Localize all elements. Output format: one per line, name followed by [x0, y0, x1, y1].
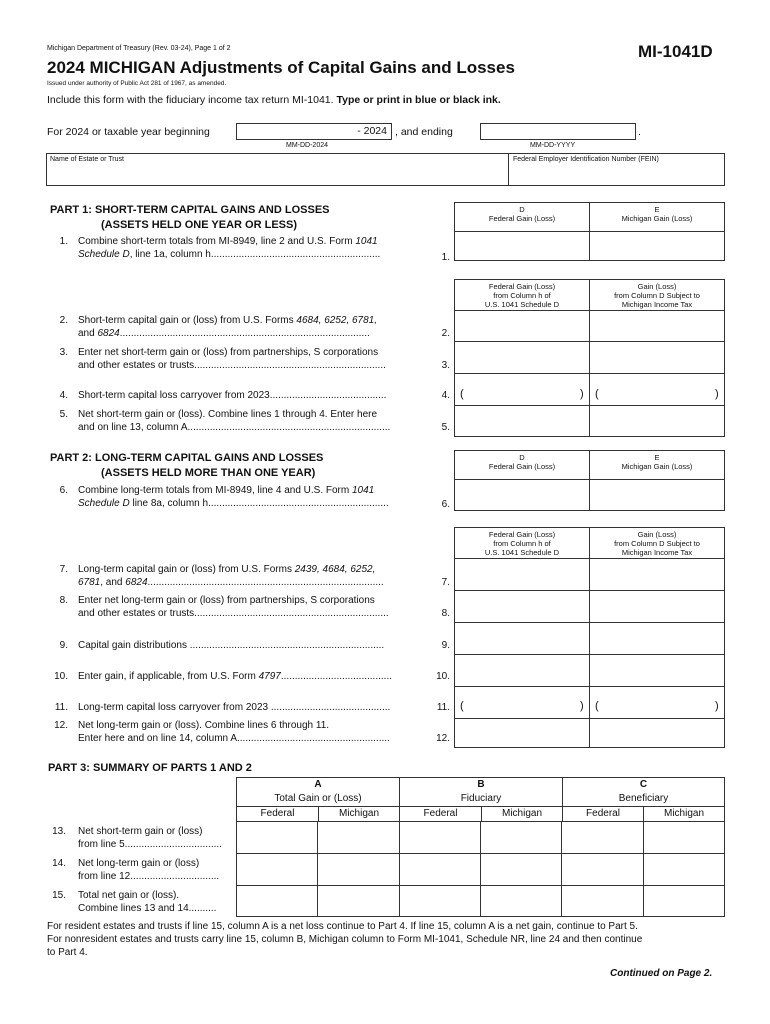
- line9-text: Capital gain distributions ......................................................................: [78, 640, 385, 651]
- line3-col-d-input[interactable]: [454, 341, 590, 374]
- group-c-letter: C: [639, 779, 648, 790]
- line10-description: [78, 671, 423, 684]
- part1-col-e-label: Michigan Gain (Loss): [621, 214, 693, 223]
- line-ref: 6.: [441, 499, 450, 510]
- line11-text: Long-term capital loss carryover from 2023 ...........................................: [78, 702, 391, 713]
- line13-text: Net short-term gain or (loss): [78, 826, 203, 837]
- sub-d-line: Federal Gain (Loss): [488, 282, 556, 291]
- line14-a-federal-input[interactable]: [237, 854, 318, 886]
- line-ref: 1.: [441, 252, 450, 263]
- line3-col-e-input[interactable]: [589, 341, 725, 374]
- part1-title: PART 1: SHORT-TERM CAPITAL GAINS AND LOSSES: [50, 204, 330, 216]
- line12-col-d-input[interactable]: [454, 718, 590, 748]
- paren-close: ): [715, 700, 719, 712]
- form-id: MI-1041D: [638, 42, 713, 61]
- line3-text: Enter net short-term gain or (loss) from partnerships, S corporations: [78, 347, 379, 358]
- part2-title: PART 2: LONG-TERM CAPITAL GAINS AND LOSSES: [50, 452, 324, 464]
- line13-b-federal-input[interactable]: [399, 822, 480, 854]
- line9-col-d-input[interactable]: [454, 622, 590, 655]
- subcol-federal: Federal: [562, 806, 644, 822]
- line12-text2: Enter here and on line 14, column A.......................................................: [78, 732, 390, 744]
- line15-description: [78, 890, 236, 915]
- sub-e-line: Michigan Income Tax: [621, 548, 693, 557]
- taxyear-label: For 2024 or taxable year beginning: [47, 126, 210, 138]
- department-revision: Michigan Department of Treasury (Rev. 03-24), Page 1 of 2: [47, 45, 231, 52]
- subcol-federal: Federal: [399, 806, 482, 822]
- line-number: 8.: [59, 595, 68, 606]
- line5-text: Net short-term gain or (loss). Combine lines 1 through 4. Enter here: [78, 409, 378, 420]
- sub-e-line: Gain (Loss): [637, 282, 677, 291]
- line14-description: [78, 858, 236, 883]
- line-ref: 8.: [441, 608, 450, 619]
- part1-subtitle: (ASSETS HELD ONE YEAR OR LESS): [101, 219, 297, 231]
- line15-b-federal-input[interactable]: [399, 886, 480, 917]
- line9-description: [78, 640, 423, 653]
- line14-c-federal-input[interactable]: [562, 854, 643, 886]
- sub-d-line: from Column h of: [493, 291, 551, 300]
- part2-subtitle: (ASSETS HELD MORE THAN ONE YEAR): [101, 467, 316, 479]
- part1-col-e-letter: E: [654, 205, 660, 214]
- taxyear-begin-hint: MM-DD-2024: [286, 142, 329, 149]
- part2-col-d-letter: D: [519, 453, 525, 462]
- line13-b-michigan-input[interactable]: [480, 822, 561, 854]
- line10-dots: ........................................: [280, 671, 393, 682]
- line4-text: Short-term capital loss carryover from 2023..........................................: [78, 390, 387, 401]
- line15-a-michigan-input[interactable]: [318, 886, 399, 917]
- group-b-label: Fiduciary: [460, 793, 502, 804]
- sub-e-line: from Column D Subject to: [614, 291, 700, 300]
- line-ref: 7.: [441, 577, 450, 588]
- paren-open: (: [595, 388, 599, 400]
- footer-note-nonresident: For nonresident estates and trusts carry line 15, column B, Michigan column to Form MI-1041, Schedule NR, line 24 and then continue: [47, 934, 643, 945]
- line2-text: Short-term capital gain or (loss) from U.S. Forms: [78, 315, 297, 326]
- sub-e-line: from Column D Subject to: [614, 539, 700, 548]
- line6-description: [78, 485, 423, 510]
- estate-name-field[interactable]: [46, 153, 509, 186]
- paren-open: (: [460, 700, 464, 712]
- line1-text2: , line 1a, column h.............................................................: [129, 248, 381, 260]
- paren-close: ): [580, 388, 584, 400]
- line6-schedule: Schedule D: [78, 497, 130, 509]
- sub-e-line: Michigan Income Tax: [621, 300, 693, 309]
- taxyear-period: .: [638, 126, 641, 138]
- line2-form: 6824: [97, 327, 120, 339]
- line-ref: 11.: [436, 702, 450, 713]
- line6-form: 1041: [352, 485, 375, 496]
- sub-d-line: U.S. 1041 Schedule D: [484, 300, 560, 309]
- part2-sub-e-header: [589, 527, 725, 559]
- include-text: Include this form with the fiduciary income tax return MI-1041.: [47, 94, 334, 106]
- line5-text2: and on line 13, column A.........................................................................: [78, 421, 391, 433]
- group-b-letter: B: [477, 779, 485, 790]
- footer-note-resident: For resident estates and trusts if line 15, column A is a net loss continue to Part 4. If line 15, column A is a net gain, continue to Part 5.: [47, 921, 638, 932]
- line3-text2: and other estates or trusts.....................................................................: [78, 359, 386, 371]
- line-number: 11.: [54, 702, 68, 713]
- sub-e-line: Gain (Loss): [637, 530, 677, 539]
- line-number: 6.: [59, 485, 68, 496]
- line15-b-michigan-input[interactable]: [480, 886, 561, 917]
- line7-text: Long-term capital gain or (loss) from U.S. Forms: [78, 564, 295, 575]
- ink-instruction: Type or print in blue or black ink.: [336, 94, 501, 106]
- line6-text: Combine long-term totals from MI-8949, line 4 and U.S. Form: [78, 485, 352, 496]
- part3-group-b-header: [399, 777, 563, 807]
- paren-close: ): [580, 700, 584, 712]
- line7-description: [78, 564, 423, 589]
- subcol-federal: Federal: [236, 806, 319, 822]
- line-number: 7.: [59, 564, 68, 575]
- line13-c-federal-input[interactable]: [562, 822, 643, 854]
- estate-name-label: Name of Estate or Trust: [50, 156, 124, 163]
- paren-open: (: [595, 700, 599, 712]
- group-c-label: Beneficiary: [618, 793, 669, 804]
- line13-a-michigan-input[interactable]: [318, 822, 399, 854]
- line4-col-d-input[interactable]: [454, 373, 590, 406]
- subcol-michigan: Michigan: [481, 806, 563, 822]
- part3-group-a-header: [236, 777, 400, 807]
- line6-col-d-input[interactable]: [454, 479, 590, 511]
- part2-col-d-label: Federal Gain (Loss): [488, 462, 556, 471]
- footer-instructions: [47, 920, 737, 959]
- line5-col-d-input[interactable]: [454, 405, 590, 437]
- line-number: 14.: [52, 858, 66, 869]
- line7-forms: 2439, 4684, 6252,: [294, 564, 376, 575]
- line-ref: 4.: [441, 390, 450, 401]
- line12-description: [78, 720, 423, 745]
- paren-open: (: [460, 388, 464, 400]
- line10-text: Enter gain, if applicable, from U.S. Form: [78, 671, 259, 682]
- line13-text2: from line 5...................................: [78, 838, 222, 850]
- line-number: 15.: [52, 890, 66, 901]
- line1-form-ref: 1041: [355, 236, 378, 247]
- line-number: 5.: [59, 409, 68, 420]
- line-number: 12.: [54, 720, 68, 731]
- line-number: 13.: [52, 826, 66, 837]
- and-ending-label: , and ending: [395, 126, 453, 138]
- line8-text2: and other estates or trusts......................................................................: [78, 607, 389, 619]
- line15-c-federal-input[interactable]: [562, 886, 643, 917]
- fein-label: Federal Employer Identification Number (FEIN): [513, 156, 659, 163]
- taxyear-end-hint: MM-DD-YYYY: [530, 142, 576, 149]
- line-number: 10.: [54, 671, 68, 682]
- line-number: 9.: [59, 640, 68, 651]
- line13-a-federal-input[interactable]: [237, 822, 318, 854]
- part3-title: PART 3: SUMMARY OF PARTS 1 AND 2: [48, 762, 252, 774]
- part3-summary-grid: [236, 821, 725, 917]
- line9-col-e-input[interactable]: [589, 622, 725, 655]
- line15-c-michigan-input[interactable]: [643, 886, 724, 917]
- line-number: 3.: [59, 347, 68, 358]
- line14-c-michigan-input[interactable]: [643, 854, 724, 886]
- sub-d-line: from Column h of: [493, 539, 551, 548]
- sub-d-line: U.S. 1041 Schedule D: [484, 548, 560, 557]
- part1-col-d-label: Federal Gain (Loss): [488, 214, 556, 223]
- line7-col-d-input[interactable]: [454, 558, 590, 591]
- part1-sub-e-header: [589, 279, 725, 311]
- line1-col-d-input[interactable]: [454, 231, 590, 261]
- part2-col-e-letter: E: [654, 453, 660, 462]
- line13-description: [78, 826, 236, 851]
- sub-d-line: Federal Gain (Loss): [488, 530, 556, 539]
- line-number: 1.: [59, 236, 68, 247]
- line-ref: 9.: [441, 640, 450, 651]
- line10-col-e-input[interactable]: [589, 654, 725, 687]
- line1-description: [78, 236, 423, 261]
- line10-form: 4797: [258, 671, 281, 682]
- line13-c-michigan-input[interactable]: [643, 822, 724, 854]
- line-number: 4.: [59, 390, 68, 401]
- line11-col-d-input[interactable]: [454, 686, 590, 719]
- part1-col-e-header: [589, 202, 725, 232]
- form-title: 2024 MICHIGAN Adjustments of Capital Gains and Losses: [47, 58, 515, 77]
- line15-text: Total net gain or (loss).: [78, 890, 180, 901]
- line2-forms: 4684, 6252, 6781,: [296, 315, 378, 326]
- line14-a-michigan-input[interactable]: [318, 854, 399, 886]
- subcol-michigan: Michigan: [318, 806, 400, 822]
- line2-dots: ..........................................................................................: [119, 327, 370, 339]
- continued-on-page-2: Continued on Page 2.: [610, 968, 713, 979]
- line7-col-e-input[interactable]: [589, 558, 725, 591]
- taxyear-end-field[interactable]: [480, 123, 636, 140]
- line5-description: [78, 409, 423, 434]
- line5-col-e-input[interactable]: [589, 405, 725, 437]
- line8-col-e-input[interactable]: [589, 590, 725, 623]
- part2-col-e-header: [589, 450, 725, 480]
- include-instructions: [47, 94, 501, 106]
- subcol-michigan: Michigan: [643, 806, 725, 822]
- line1-text: Combine short-term totals from MI-8949, line 2 and U.S. Form: [78, 236, 356, 247]
- line4-col-e-input[interactable]: [589, 373, 725, 406]
- line8-description: [78, 595, 423, 620]
- line-ref: 5.: [441, 422, 450, 433]
- line11-col-e-input[interactable]: [589, 686, 725, 719]
- line4-description: [78, 390, 423, 403]
- part3-group-c-header: [562, 777, 725, 807]
- paren-close: ): [715, 388, 719, 400]
- line15-a-federal-input[interactable]: [237, 886, 318, 917]
- line3-description: [78, 347, 423, 372]
- line2-col-e-input[interactable]: [589, 310, 725, 342]
- fein-field[interactable]: [508, 153, 725, 186]
- line15-text2: Combine lines 13 and 14..........: [78, 902, 217, 914]
- line2-col-d-input[interactable]: [454, 310, 590, 342]
- line-ref: 12.: [436, 733, 450, 744]
- part1-col-d-letter: D: [519, 205, 525, 214]
- footer-note-continue: to Part 4.: [47, 947, 88, 958]
- line-ref: 10.: [436, 671, 450, 682]
- line7-form-a: 6781: [78, 576, 101, 588]
- line-number: 2.: [59, 315, 68, 326]
- part1-sub-d-header: [454, 279, 590, 311]
- line14-b-federal-input[interactable]: [399, 854, 480, 886]
- line7-and: , and: [100, 576, 126, 588]
- taxyear-begin-value: - 2024: [357, 125, 387, 137]
- line7-dots: .....................................................................................: [147, 576, 384, 588]
- line11-description: [78, 702, 423, 715]
- authority-note: Issued under authority of Public Act 281 of 1967, as amended.: [47, 80, 227, 87]
- part2-col-e-label: Michigan Gain (Loss): [621, 462, 693, 471]
- group-a-label: Total Gain or (Loss): [274, 793, 362, 804]
- line12-col-e-input[interactable]: [589, 718, 725, 748]
- line10-col-d-input[interactable]: [454, 654, 590, 687]
- part2-sub-d-header: [454, 527, 590, 559]
- line2-text2: and: [78, 327, 98, 339]
- line2-description: [78, 315, 423, 340]
- line8-col-d-input[interactable]: [454, 590, 590, 623]
- line6-text2: line 8a, column h.................................................................: [129, 497, 389, 509]
- part2-col-d-header: [454, 450, 590, 480]
- line1-col-e-input[interactable]: [589, 231, 725, 261]
- line1-schedule: Schedule D: [78, 248, 130, 260]
- line-ref: 2.: [441, 328, 450, 339]
- line-ref: 3.: [441, 360, 450, 371]
- line6-col-e-input[interactable]: [589, 479, 725, 511]
- line8-text: Enter net long-term gain or (loss) from partnerships, S corporations: [78, 595, 375, 606]
- line14-b-michigan-input[interactable]: [480, 854, 561, 886]
- part1-col-d-header: [454, 202, 590, 232]
- taxyear-begin-field[interactable]: [236, 123, 392, 140]
- line12-text: Net long-term gain or (loss). Combine lines 6 through 11.: [78, 720, 330, 731]
- line7-form-b: 6824: [125, 576, 148, 588]
- line14-text: Net long-term gain or (loss): [78, 858, 200, 869]
- group-a-letter: A: [314, 779, 322, 790]
- line14-text2: from line 12................................: [78, 870, 220, 882]
